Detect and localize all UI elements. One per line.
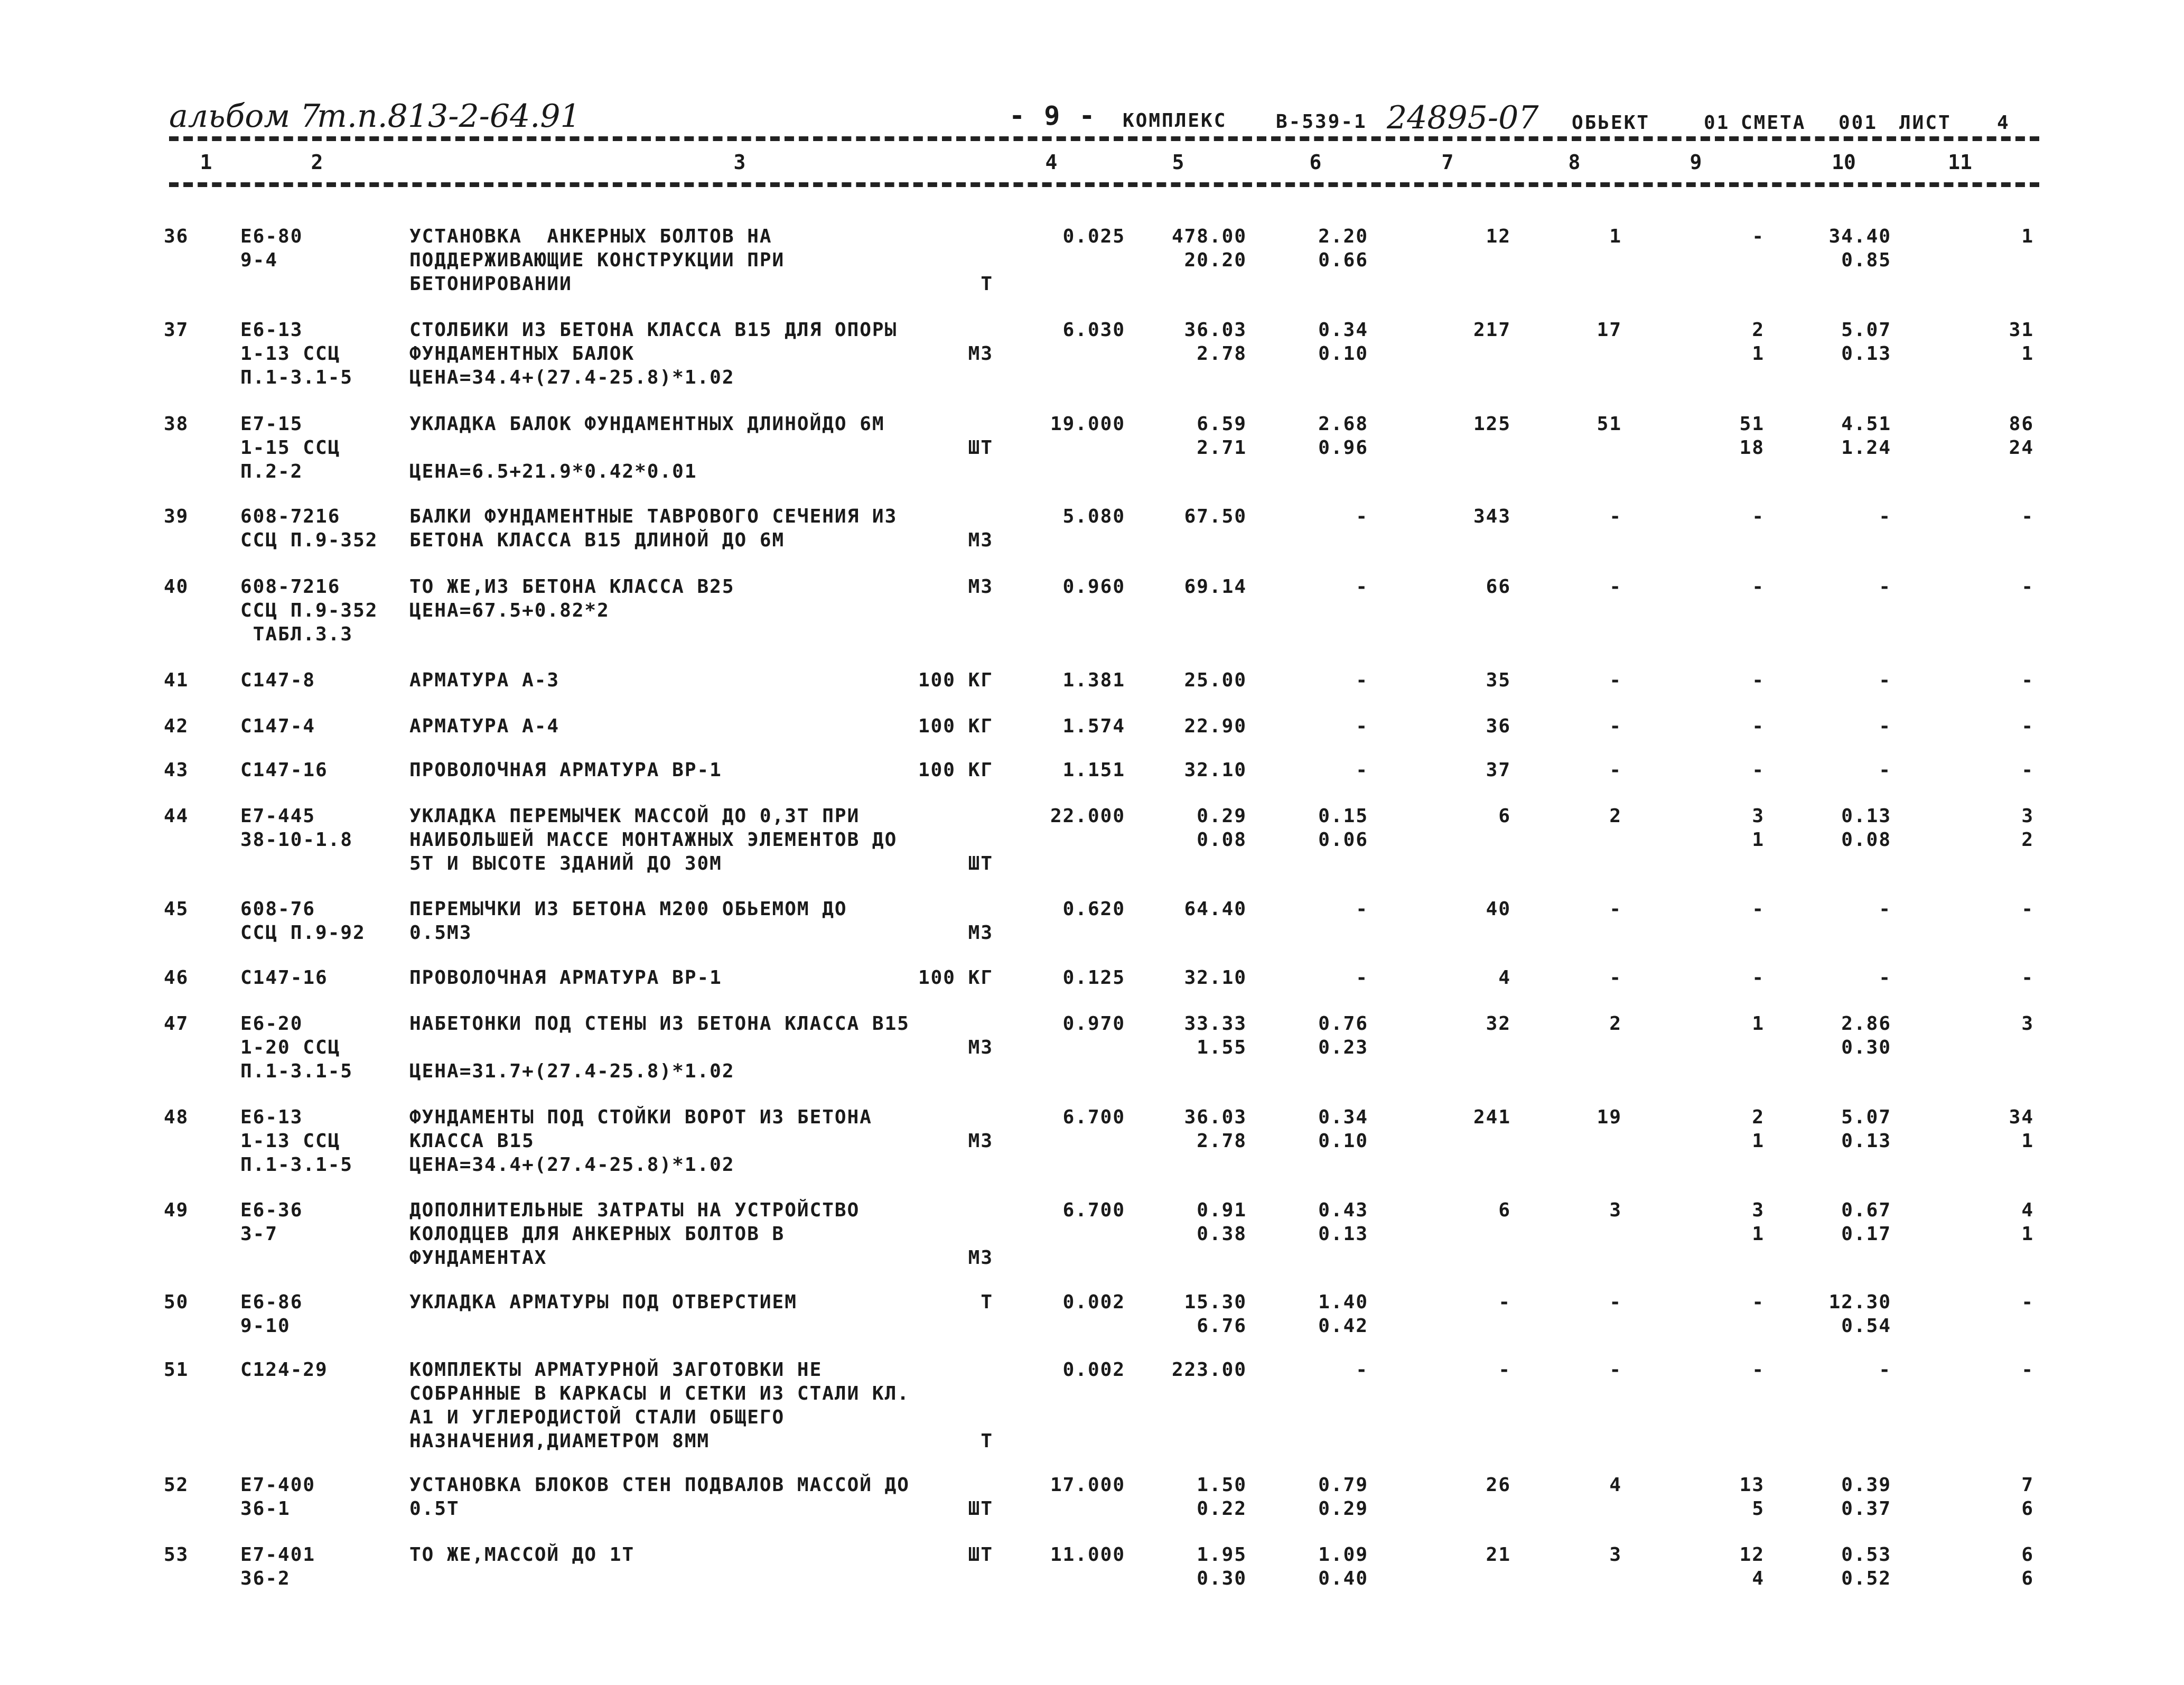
row-description: ДОПОЛНИТЕЛЬНЫЕ ЗАТРАТЫ НА УСТРОЙСТВО КОЛОДЦЕВ ДЛЯ АНКЕРНЫХ БОЛТОВ В ФУНДАМЕНТАХ xyxy=(409,1199,860,1269)
row-col8: 3 xyxy=(1609,1544,1622,1566)
row-col9: 2 1 xyxy=(1752,319,1765,365)
row-quantity: 6.700 xyxy=(1062,1199,1125,1221)
row-unit: ШТ xyxy=(968,1498,993,1520)
complex-code: В-539-1 xyxy=(1276,111,1367,133)
row-unit: 100 КГ xyxy=(918,715,993,737)
row-col10: - xyxy=(1879,669,1891,691)
row-col9: - xyxy=(1752,1359,1765,1381)
row-description: УКЛАДКА ПЕРЕМЫЧЕК МАССОЙ ДО 0,3Т ПРИ НАИБОЛЬШЕЙ МАССЕ МОНТАЖНЫХ ЭЛЕМЕНТОВ ДО 5Т И ВЫСОТЕ ЗДАНИЙ ДО 30М xyxy=(409,805,898,874)
row-col10: 0.67 0.17 xyxy=(1841,1199,1891,1245)
row-description: СТОЛБИКИ ИЗ БЕТОНА КЛАССА В15 ДЛЯ ОПОРЫ ФУНДАМЕНТНЫХ БАЛОК ЦЕНА=34.4+(27.4-25.8)*1.02 xyxy=(409,319,898,388)
row-code: Е6-80 9-4 xyxy=(240,226,303,271)
row-col9: - xyxy=(1752,715,1765,737)
row-col11: - xyxy=(2021,506,2034,527)
row-col10: 12.30 0.54 xyxy=(1828,1291,1891,1337)
row-col6: - xyxy=(1356,576,1368,598)
row-code: Е7-445 38-10-1.8 xyxy=(240,805,353,851)
row-col6: 2.68 0.96 xyxy=(1318,413,1368,459)
row-col6: - xyxy=(1356,967,1368,989)
row-quantity: 5.080 xyxy=(1062,506,1125,527)
row-col11: 1 xyxy=(2021,226,2034,247)
row-col5: 223.00 xyxy=(1171,1359,1247,1381)
row-quantity: 0.025 xyxy=(1062,226,1125,247)
row-number: 51 xyxy=(164,1359,189,1381)
row-col10: 0.53 0.52 xyxy=(1841,1544,1891,1589)
row-col11: 34 1 xyxy=(2009,1106,2034,1152)
row-col6: 1.40 0.42 xyxy=(1318,1291,1368,1337)
row-unit: Т xyxy=(981,1291,993,1313)
row-col9: - xyxy=(1752,576,1765,598)
column-number: 3 xyxy=(733,151,746,174)
row-description: АРМАТУРА А-4 xyxy=(409,715,560,737)
row-col6: 0.43 0.13 xyxy=(1318,1199,1368,1245)
row-code: Е6-13 1-13 ССЦ П.1-3.1-5 xyxy=(240,319,353,388)
row-col11: - xyxy=(2021,715,2034,737)
row-unit: М3 xyxy=(968,922,993,944)
row-col6: - xyxy=(1356,669,1368,691)
row-col11: 86 24 xyxy=(2009,413,2034,459)
row-col9: 51 18 xyxy=(1739,413,1765,459)
row-code: С147-4 xyxy=(240,715,316,737)
row-col5: 1.50 0.22 xyxy=(1197,1474,1247,1520)
row-col8: - xyxy=(1609,576,1622,598)
row-col7: 40 xyxy=(1486,898,1511,920)
row-col7: 217 xyxy=(1473,319,1511,341)
row-col7: 37 xyxy=(1486,759,1511,781)
row-col9: - xyxy=(1752,226,1765,247)
row-col7: - xyxy=(1498,1359,1511,1381)
row-col5: 0.29 0.08 xyxy=(1197,805,1247,851)
row-col8: - xyxy=(1609,715,1622,737)
row-col10: - xyxy=(1879,576,1891,598)
row-number: 37 xyxy=(164,319,189,341)
row-col6: 0.34 0.10 xyxy=(1318,319,1368,365)
row-col6: - xyxy=(1356,1359,1368,1381)
row-col7: 6 xyxy=(1498,1199,1511,1221)
row-col5: 1.95 0.30 xyxy=(1197,1544,1247,1589)
row-col8: 2 xyxy=(1609,1013,1622,1035)
row-col7: 125 xyxy=(1473,413,1511,435)
row-col9: 12 4 xyxy=(1739,1544,1765,1589)
row-unit: ШТ xyxy=(968,437,993,459)
row-col5: 0.91 0.38 xyxy=(1197,1199,1247,1245)
row-unit: М3 xyxy=(968,343,993,365)
row-col5: 25.00 xyxy=(1184,669,1247,691)
row-col8: 19 xyxy=(1597,1106,1622,1128)
row-col9: - xyxy=(1752,759,1765,781)
row-col10: - xyxy=(1879,1359,1891,1381)
row-description: ФУНДАМЕНТЫ ПОД СТОЙКИ ВОРОТ ИЗ БЕТОНА КЛАССА В15 ЦЕНА=34.4+(27.4-25.8)*1.02 xyxy=(409,1106,872,1176)
row-col9: - xyxy=(1752,1291,1765,1313)
column-number: 2 xyxy=(311,151,323,174)
row-col8: - xyxy=(1609,898,1622,920)
row-quantity: 17.000 xyxy=(1050,1474,1125,1496)
row-col10: - xyxy=(1879,967,1891,989)
row-unit: М3 xyxy=(968,1130,993,1152)
row-quantity: 0.002 xyxy=(1062,1291,1125,1313)
column-number: 11 xyxy=(1948,151,1972,174)
row-number: 52 xyxy=(164,1474,189,1496)
album-label: альбом 7 xyxy=(169,98,321,135)
row-quantity: 0.125 xyxy=(1062,967,1125,989)
row-col8: 4 xyxy=(1609,1474,1622,1496)
row-quantity: 1.151 xyxy=(1062,759,1125,781)
row-quantity: 11.000 xyxy=(1050,1544,1125,1566)
row-col7: 21 xyxy=(1486,1544,1511,1566)
row-col9: - xyxy=(1752,898,1765,920)
row-col10: 0.13 0.08 xyxy=(1841,805,1891,851)
row-number: 38 xyxy=(164,413,189,435)
row-description: АРМАТУРА А-3 xyxy=(409,669,560,691)
row-col11: 7 6 xyxy=(2021,1474,2034,1520)
row-number: 47 xyxy=(164,1013,189,1035)
row-col11: - xyxy=(2021,1359,2034,1381)
row-code: Е7-401 36-2 xyxy=(240,1544,316,1589)
row-code: 608-76 ССЦ П.9-92 xyxy=(240,898,366,944)
row-number: 43 xyxy=(164,759,189,781)
row-number: 50 xyxy=(164,1291,189,1313)
row-number: 44 xyxy=(164,805,189,827)
row-col9: - xyxy=(1752,967,1765,989)
row-description: ПЕРЕМЫЧКИ ИЗ БЕТОНА М200 ОБЬЕМОМ ДО 0.5М3 xyxy=(409,898,847,944)
row-col11: 3 xyxy=(2021,1013,2034,1035)
row-col5: 32.10 xyxy=(1184,967,1247,989)
row-quantity: 1.381 xyxy=(1062,669,1125,691)
row-col8: 2 xyxy=(1609,805,1622,827)
row-col6: 1.09 0.40 xyxy=(1318,1544,1368,1589)
row-code: Е6-20 1-20 ССЦ П.1-3.1-5 xyxy=(240,1013,353,1082)
row-number: 49 xyxy=(164,1199,189,1221)
row-col11: - xyxy=(2021,576,2034,598)
row-description: УСТАНОВКА АНКЕРНЫХ БОЛТОВ НА ПОДДЕРЖИВАЮЩИЕ КОНСТРУКЦИИ ПРИ БЕТОНИРОВАНИИ xyxy=(409,226,785,295)
sheet-number: 4 xyxy=(1997,112,2010,134)
row-quantity: 0.960 xyxy=(1062,576,1125,598)
column-number: 7 xyxy=(1441,151,1454,174)
row-col10: 2.86 0.30 xyxy=(1841,1013,1891,1058)
row-number: 42 xyxy=(164,715,189,737)
row-col10: 34.40 0.85 xyxy=(1828,226,1891,271)
complex-label: КОМПЛЕКС xyxy=(1123,110,1227,132)
row-col6: - xyxy=(1356,715,1368,737)
sheet-label: ЛИСТ xyxy=(1899,112,1952,134)
row-col10: 5.07 0.13 xyxy=(1841,319,1891,365)
row-description: УСТАНОВКА БЛОКОВ СТЕН ПОДВАЛОВ МАССОЙ ДО 0.5Т xyxy=(409,1474,910,1520)
row-number: 46 xyxy=(164,967,189,989)
row-col5: 69.14 xyxy=(1184,576,1247,598)
row-col9: 1 xyxy=(1752,1013,1765,1035)
row-description: УКЛАДКА БАЛОК ФУНДАМЕНТНЫХ ДЛИНОЙДО 6М ЦЕНА=6.5+21.9*0.42*0.01 xyxy=(409,413,885,482)
row-unit: М3 xyxy=(968,529,993,551)
row-col7: 35 xyxy=(1486,669,1511,691)
row-description: УКЛАДКА АРМАТУРЫ ПОД ОТВЕРСТИЕМ xyxy=(409,1291,797,1313)
row-code: 608-7216 ССЦ П.9-352 ТАБЛ.3.3 xyxy=(240,576,378,645)
row-col11: 6 6 xyxy=(2021,1544,2034,1589)
row-col7: 6 xyxy=(1498,805,1511,827)
row-number: 45 xyxy=(164,898,189,920)
complex-handwritten: 24895-07 xyxy=(1387,99,1539,136)
row-code: Е6-86 9-10 xyxy=(240,1291,303,1337)
row-col7: 4 xyxy=(1498,967,1511,989)
row-description: ТО ЖЕ,МАССОЙ ДО 1Т xyxy=(409,1544,635,1566)
column-number: 6 xyxy=(1309,151,1322,174)
row-col9: 13 5 xyxy=(1739,1474,1765,1520)
object-number: 01 xyxy=(1704,112,1730,134)
row-col11: - xyxy=(2021,669,2034,691)
row-col5: 36.03 2.78 xyxy=(1184,319,1247,365)
row-col10: - xyxy=(1879,898,1891,920)
row-unit: 100 КГ xyxy=(918,759,993,781)
row-unit: 100 КГ xyxy=(918,967,993,989)
row-col7: 32 xyxy=(1486,1013,1511,1035)
row-col6: 0.15 0.06 xyxy=(1318,805,1368,851)
row-description: НАБЕТОНКИ ПОД СТЕНЫ ИЗ БЕТОНА КЛАССА В15 ЦЕНА=31.7+(27.4-25.8)*1.02 xyxy=(409,1013,910,1082)
row-quantity: 22.000 xyxy=(1050,805,1125,827)
row-quantity: 1.574 xyxy=(1062,715,1125,737)
row-unit: Т xyxy=(981,273,993,295)
row-quantity: 6.030 xyxy=(1062,319,1125,341)
row-number: 36 xyxy=(164,226,189,247)
row-code: Е7-400 36-1 xyxy=(240,1474,316,1520)
column-number: 1 xyxy=(200,151,212,174)
row-unit: Т xyxy=(981,1430,993,1452)
column-number: 9 xyxy=(1690,151,1702,174)
row-col10: - xyxy=(1879,759,1891,781)
row-col10: 4.51 1.24 xyxy=(1841,413,1891,459)
row-col5: 67.50 xyxy=(1184,506,1247,527)
row-col8: 1 xyxy=(1609,226,1622,247)
row-col5: 64.40 xyxy=(1184,898,1247,920)
row-quantity: 0.620 xyxy=(1062,898,1125,920)
row-col10: 5.07 0.13 xyxy=(1841,1106,1891,1152)
row-number: 40 xyxy=(164,576,189,598)
row-col11: - xyxy=(2021,898,2034,920)
row-col9: 3 1 xyxy=(1752,1199,1765,1245)
row-code: С147-16 xyxy=(240,967,328,989)
row-col6: 0.79 0.29 xyxy=(1318,1474,1368,1520)
row-code: 608-7216 ССЦ П.9-352 xyxy=(240,506,378,551)
row-code: Е7-15 1-15 ССЦ П.2-2 xyxy=(240,413,341,482)
row-unit: ШТ xyxy=(968,853,993,874)
row-quantity: 0.970 xyxy=(1062,1013,1125,1035)
row-col7: 12 xyxy=(1486,226,1511,247)
page-number: - 9 - xyxy=(1009,100,1097,131)
row-number: 39 xyxy=(164,506,189,527)
row-col8: - xyxy=(1609,1359,1622,1381)
estimate-number: 001 xyxy=(1838,112,1878,134)
row-col5: 32.10 xyxy=(1184,759,1247,781)
row-col5: 22.90 xyxy=(1184,715,1247,737)
row-col9: 3 1 xyxy=(1752,805,1765,851)
row-col7: 66 xyxy=(1486,576,1511,598)
row-description: БАЛКИ ФУНДАМЕНТНЫЕ ТАВРОВОГО СЕЧЕНИЯ ИЗ БЕТОНА КЛАССА В15 ДЛИНОЙ ДО 6М xyxy=(409,506,898,551)
row-unit: М3 xyxy=(968,576,993,598)
row-col9: - xyxy=(1752,669,1765,691)
row-number: 48 xyxy=(164,1106,189,1128)
row-col5: 15.30 6.76 xyxy=(1184,1291,1247,1337)
row-col5: 33.33 1.55 xyxy=(1184,1013,1247,1058)
row-col7: 343 xyxy=(1473,506,1511,527)
estimate-label: СМЕТА xyxy=(1741,112,1806,134)
row-quantity: 0.002 xyxy=(1062,1359,1125,1381)
row-col7: 241 xyxy=(1473,1106,1511,1128)
row-col6: 0.76 0.23 xyxy=(1318,1013,1368,1058)
row-col7: - xyxy=(1498,1291,1511,1313)
header-divider-top xyxy=(169,136,2039,141)
row-col6: 2.20 0.66 xyxy=(1318,226,1368,271)
row-col8: - xyxy=(1609,1291,1622,1313)
row-col8: - xyxy=(1609,967,1622,989)
row-col11: 3 2 xyxy=(2021,805,2034,851)
column-number: 8 xyxy=(1568,151,1581,174)
project-number: т.п.813-2-64.91 xyxy=(317,98,581,135)
column-number: 4 xyxy=(1045,151,1058,174)
row-col6: 0.34 0.10 xyxy=(1318,1106,1368,1152)
row-unit: М3 xyxy=(968,1247,993,1269)
row-col11: 31 1 xyxy=(2009,319,2034,365)
row-col8: 17 xyxy=(1597,319,1622,341)
row-description: ТО ЖЕ,ИЗ БЕТОНА КЛАССА В25 ЦЕНА=67.5+0.82*2 xyxy=(409,576,735,621)
row-unit: М3 xyxy=(968,1037,993,1058)
header-divider-bottom xyxy=(169,182,2039,187)
row-code: С147-8 xyxy=(240,669,316,691)
row-number: 41 xyxy=(164,669,189,691)
row-unit: 100 КГ xyxy=(918,669,993,691)
row-quantity: 6.700 xyxy=(1062,1106,1125,1128)
object-label: ОБЬЕКТ xyxy=(1572,112,1650,134)
row-quantity: 19.000 xyxy=(1050,413,1125,435)
row-col5: 478.00 20.20 xyxy=(1171,226,1247,271)
row-col7: 36 xyxy=(1486,715,1511,737)
row-col10: - xyxy=(1879,506,1891,527)
row-description: ПРОВОЛОЧНАЯ АРМАТУРА ВР-1 xyxy=(409,759,722,781)
row-col11: - xyxy=(2021,967,2034,989)
row-code: С147-16 xyxy=(240,759,328,781)
row-number: 53 xyxy=(164,1544,189,1566)
row-code: Е6-36 3-7 xyxy=(240,1199,303,1245)
column-number: 5 xyxy=(1172,151,1184,174)
row-col6: - xyxy=(1356,759,1368,781)
row-col6: - xyxy=(1356,506,1368,527)
row-col5: 6.59 2.71 xyxy=(1197,413,1247,459)
row-col7: 26 xyxy=(1486,1474,1511,1496)
row-code: Е6-13 1-13 ССЦ П.1-3.1-5 xyxy=(240,1106,353,1176)
row-col8: - xyxy=(1609,669,1622,691)
row-col10: 0.39 0.37 xyxy=(1841,1474,1891,1520)
row-col8: 3 xyxy=(1609,1199,1622,1221)
column-number: 10 xyxy=(1832,151,1856,174)
row-col11: 4 1 xyxy=(2021,1199,2034,1245)
row-description: КОМПЛЕКТЫ АРМАТУРНОЙ ЗАГОТОВКИ НЕ СОБРАННЫЕ В КАРКАСЫ И СЕТКИ ИЗ СТАЛИ КЛ. А1 И УГЛЕРОДИСТОЙ СТАЛИ ОБЩЕГО НАЗНАЧЕНИЯ,ДИАМЕТРОМ 8ММ xyxy=(409,1359,910,1452)
row-code: С124-29 xyxy=(240,1359,328,1381)
row-col11: - xyxy=(2021,759,2034,781)
row-col9: - xyxy=(1752,506,1765,527)
row-col10: - xyxy=(1879,715,1891,737)
row-col8: - xyxy=(1609,506,1622,527)
row-col8: - xyxy=(1609,759,1622,781)
row-col5: 36.03 2.78 xyxy=(1184,1106,1247,1152)
row-col9: 2 1 xyxy=(1752,1106,1765,1152)
row-col11: - xyxy=(2021,1291,2034,1313)
row-col8: 51 xyxy=(1597,413,1622,435)
row-unit: ШТ xyxy=(968,1544,993,1566)
row-description: ПРОВОЛОЧНАЯ АРМАТУРА ВР-1 xyxy=(409,967,722,989)
row-col6: - xyxy=(1356,898,1368,920)
